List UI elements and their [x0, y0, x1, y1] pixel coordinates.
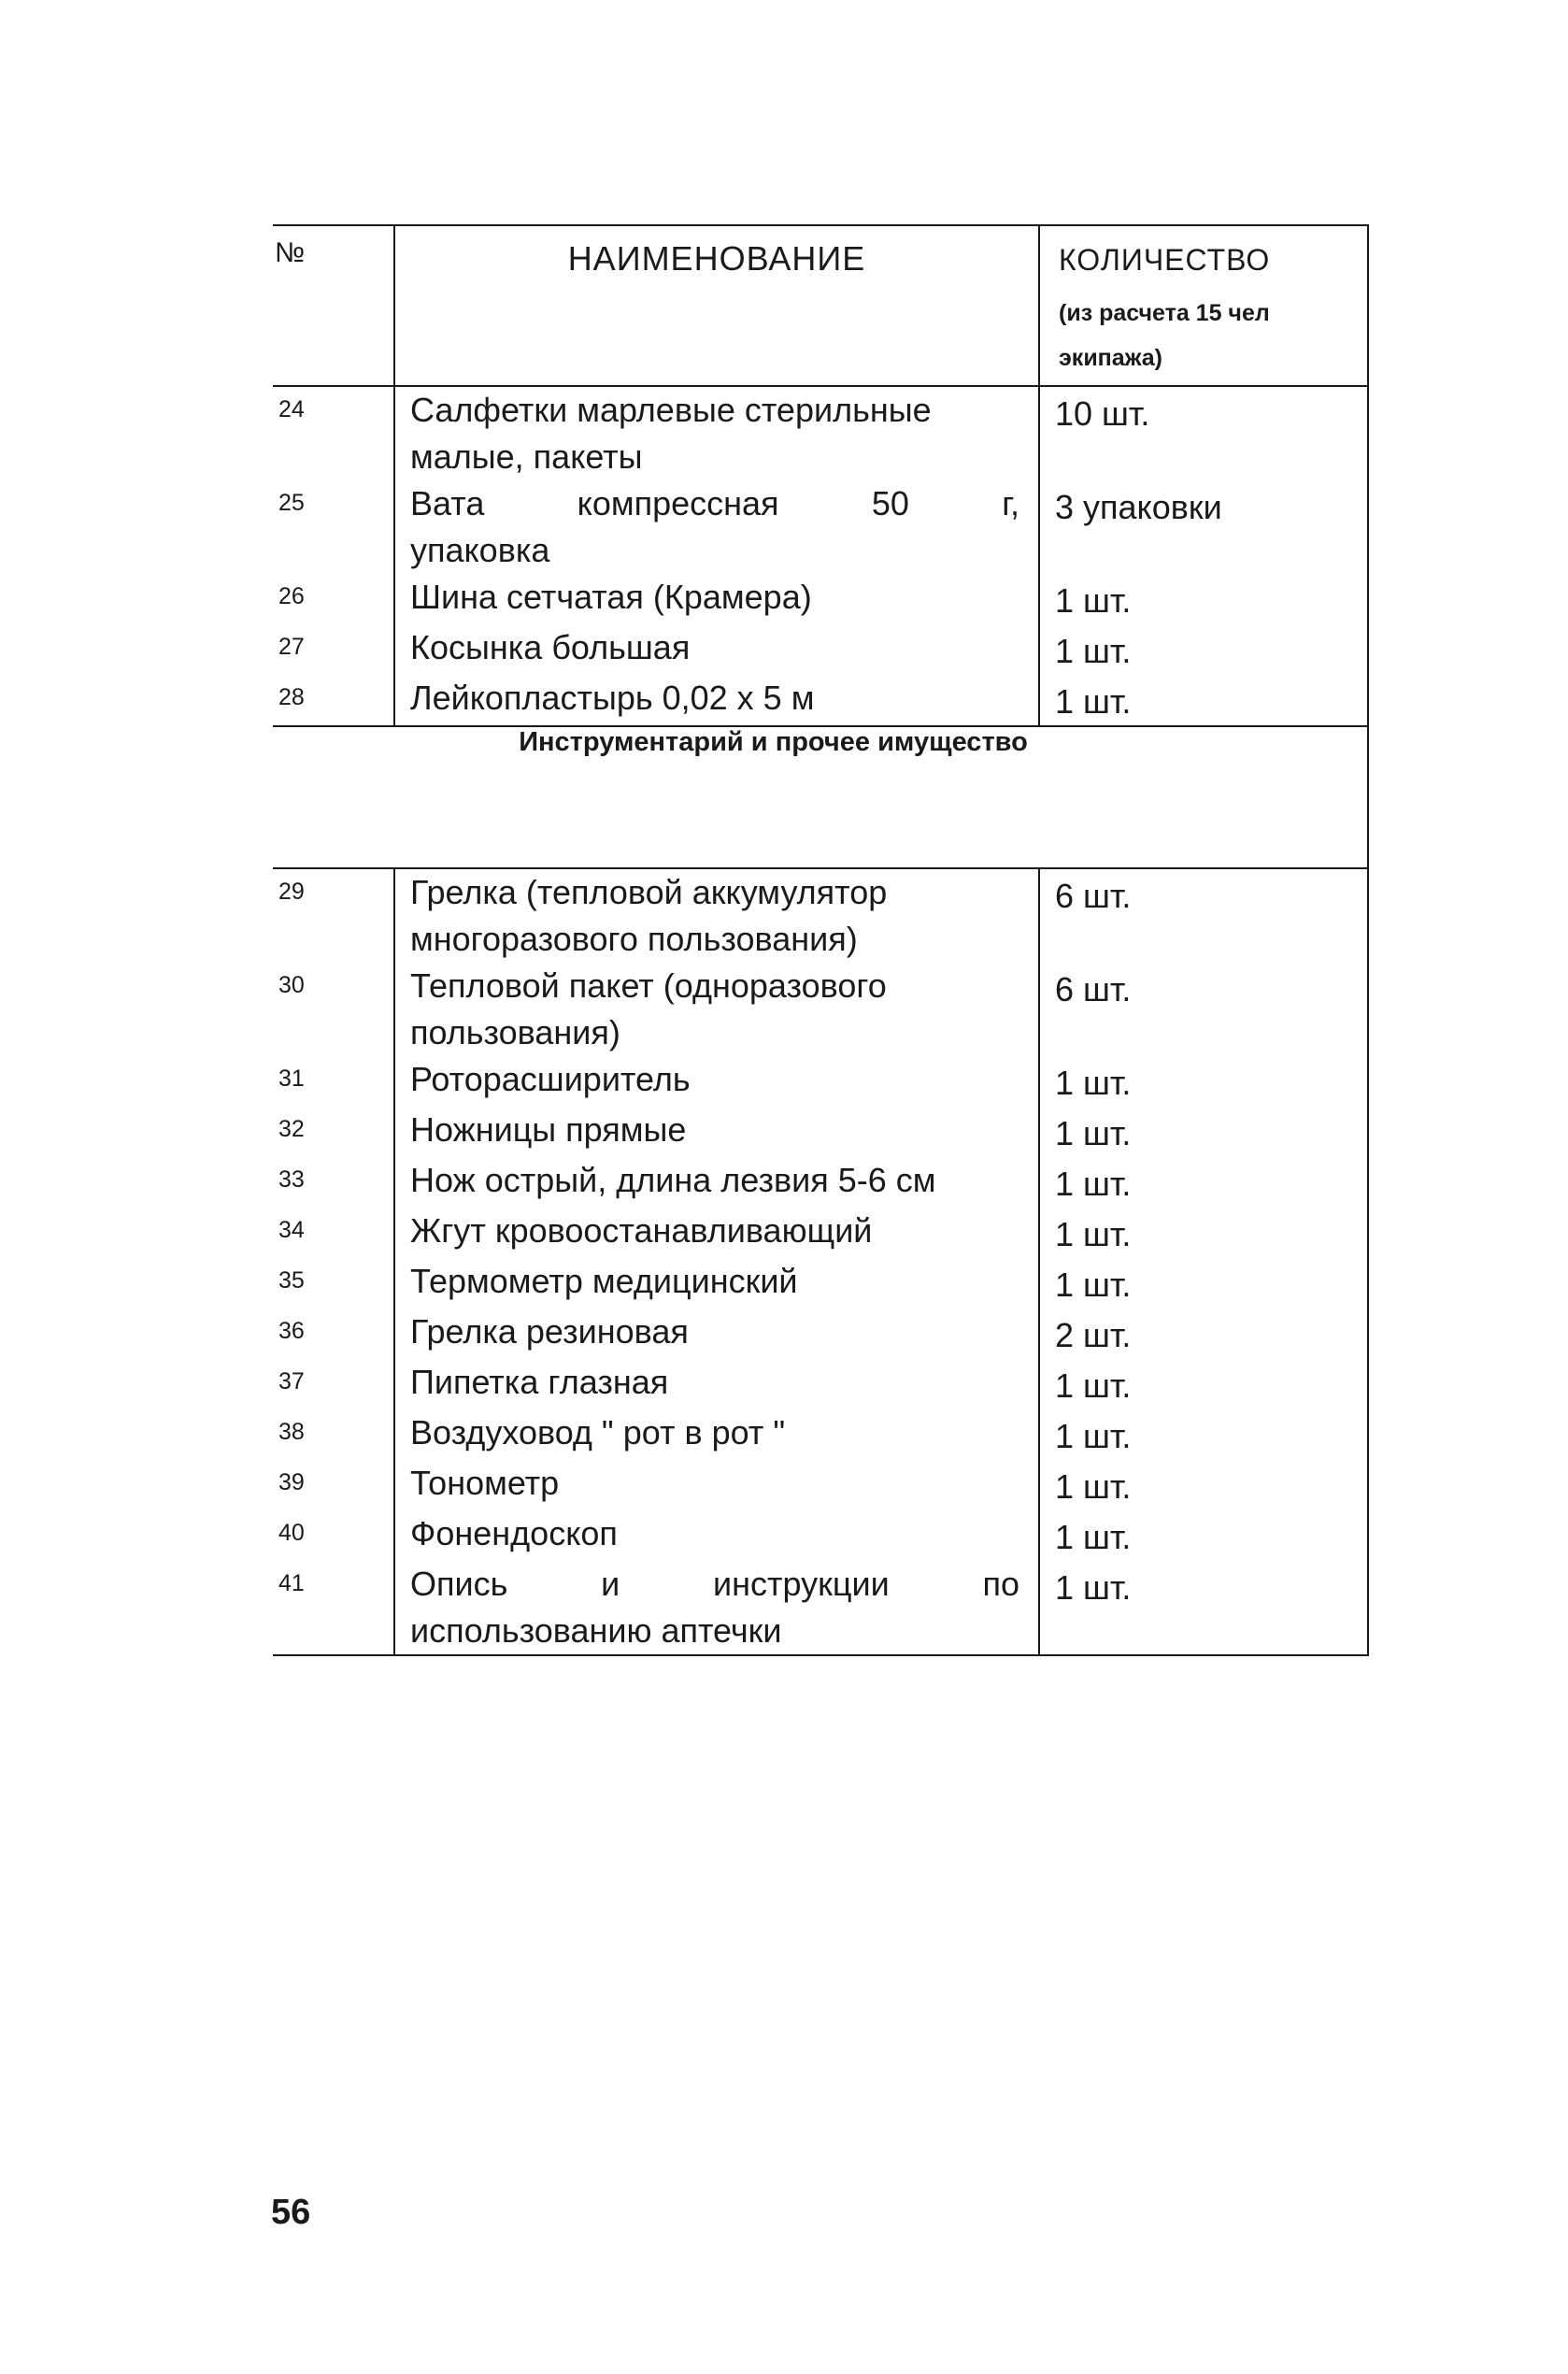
- row-name: Грелка (тепловой аккумулятор многоразового пользования): [394, 868, 1039, 963]
- row-name: Нож острый, длина лезвия 5-6 см: [394, 1157, 1039, 1208]
- row-number: 38: [273, 1409, 394, 1460]
- table-row: [273, 1409, 1368, 1460]
- inventory-table: [273, 224, 1369, 1656]
- table-row: [273, 1258, 1368, 1309]
- row-number: 41: [273, 1561, 394, 1655]
- header-quantity-note: (из расчета 15 чел экипажа): [1059, 300, 1270, 371]
- row-quantity: 1 шт.: [1039, 1359, 1368, 1409]
- row-number: 27: [273, 624, 394, 675]
- table-row: [273, 386, 1368, 480]
- row-name: [394, 480, 1039, 574]
- table-header-row: [273, 225, 1368, 386]
- row-number: 35: [273, 1258, 394, 1309]
- row-name: Пипетка глазная: [394, 1359, 1039, 1409]
- row-number: 28: [273, 675, 394, 726]
- table-row: [273, 1309, 1368, 1359]
- row-number: 30: [273, 963, 394, 1056]
- row-quantity: 10 шт.: [1039, 386, 1368, 480]
- row-quantity: 1 шт.: [1039, 1561, 1368, 1655]
- table-row: [273, 675, 1368, 726]
- row-number: 32: [273, 1107, 394, 1157]
- row-quantity: 2 шт.: [1039, 1309, 1368, 1359]
- row-quantity: 1 шт.: [1039, 1208, 1368, 1258]
- table-row: [273, 574, 1368, 624]
- row-number: 24: [273, 386, 394, 480]
- row-quantity: 1 шт.: [1039, 1258, 1368, 1309]
- row-name-line: упаковка: [410, 531, 550, 569]
- row-quantity: 1 шт.: [1039, 1510, 1368, 1561]
- row-name: Жгут кровоостанавливающий: [394, 1208, 1039, 1258]
- row-name: Салфетки марлевые стерильные малые, пакеты: [394, 386, 1039, 480]
- table-row: [273, 1359, 1368, 1409]
- row-name: Роторасширитель: [394, 1056, 1039, 1107]
- row-quantity: 1 шт.: [1039, 675, 1368, 726]
- row-name: Фонендоскоп: [394, 1510, 1039, 1561]
- row-name: Шина сетчатая (Крамера): [394, 574, 1039, 624]
- row-quantity: 1 шт.: [1039, 1157, 1368, 1208]
- row-name: Воздуховод " рот в рот ": [394, 1409, 1039, 1460]
- row-quantity: 1 шт.: [1039, 1460, 1368, 1510]
- row-number: 33: [273, 1157, 394, 1208]
- row-name: Тонометр: [394, 1460, 1039, 1510]
- row-quantity: 3 упаковки: [1039, 480, 1368, 574]
- table-row: [273, 1510, 1368, 1561]
- row-number: 25: [273, 480, 394, 574]
- row-name: Лейкопластырь 0,02 х 5 м: [394, 675, 1039, 726]
- row-quantity: 1 шт.: [1039, 1107, 1368, 1157]
- row-quantity: 6 шт.: [1039, 963, 1368, 1056]
- header-number: №: [273, 225, 394, 386]
- table-row: [273, 1056, 1368, 1107]
- row-name: [394, 1561, 1039, 1655]
- table-row: [273, 480, 1368, 574]
- row-name-line: использованию аптечки: [410, 1611, 782, 1650]
- row-quantity: 1 шт.: [1039, 624, 1368, 675]
- row-quantity: 1 шт.: [1039, 1409, 1368, 1460]
- row-number: 40: [273, 1510, 394, 1561]
- row-name: Ножницы прямые: [394, 1107, 1039, 1157]
- header-quantity-label: КОЛИЧЕСТВО: [1059, 243, 1271, 277]
- row-quantity: 1 шт.: [1039, 574, 1368, 624]
- table-row: [273, 1208, 1368, 1258]
- section-title: Инструментарий и прочее имущество: [273, 726, 1368, 868]
- row-name-line: Вата компрессная 50 г,: [410, 484, 1019, 522]
- row-number: 26: [273, 574, 394, 624]
- row-number: 39: [273, 1460, 394, 1510]
- page-number: 56: [271, 2193, 311, 2232]
- table-row: [273, 868, 1368, 963]
- row-name: Косынка большая: [394, 624, 1039, 675]
- header-quantity: [1039, 225, 1368, 386]
- row-name: Термометр медицинский: [394, 1258, 1039, 1309]
- table-row: [273, 1107, 1368, 1157]
- row-quantity: 1 шт.: [1039, 1056, 1368, 1107]
- row-number: 31: [273, 1056, 394, 1107]
- table-row: [273, 624, 1368, 675]
- row-number: 36: [273, 1309, 394, 1359]
- table-row: [273, 1460, 1368, 1510]
- row-number: 37: [273, 1359, 394, 1409]
- row-number: 34: [273, 1208, 394, 1258]
- row-number: 29: [273, 868, 394, 963]
- section-row: [273, 726, 1368, 868]
- table-row: [273, 1561, 1368, 1655]
- header-name: НАИМЕНОВАНИЕ: [394, 225, 1039, 386]
- table-row: [273, 963, 1368, 1056]
- row-quantity: 6 шт.: [1039, 868, 1368, 963]
- table-row: [273, 1157, 1368, 1208]
- row-name: Грелка резиновая: [394, 1309, 1039, 1359]
- row-name: Тепловой пакет (одноразового пользования): [394, 963, 1039, 1056]
- row-name-line: Опись и инструкции по: [410, 1565, 1019, 1603]
